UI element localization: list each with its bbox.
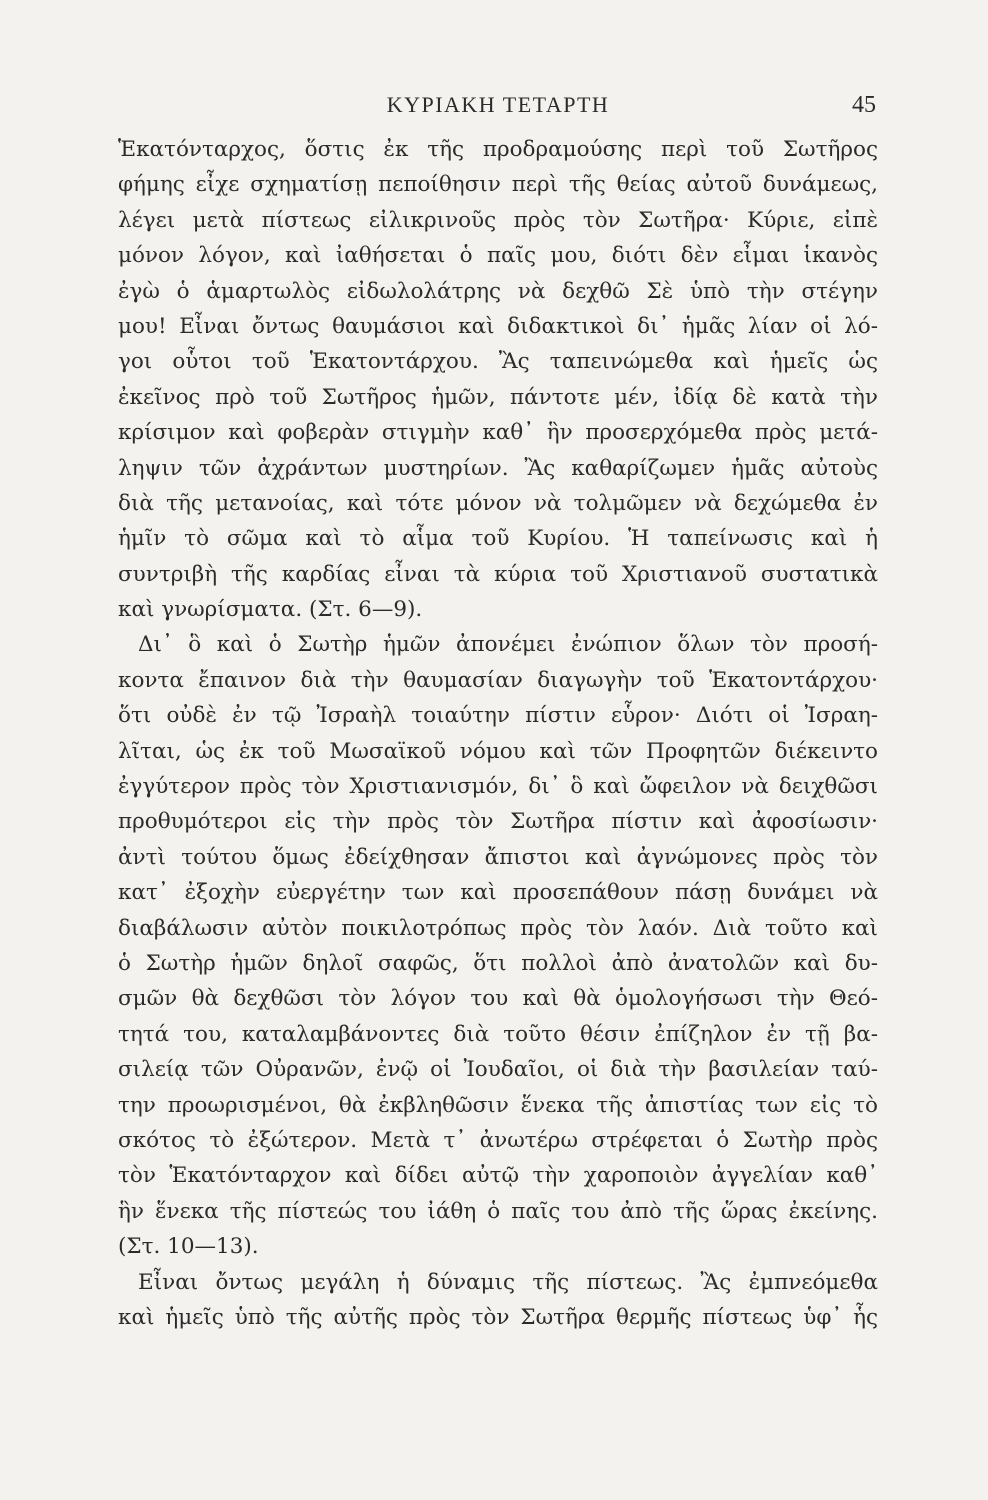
paragraph-first-line: Εἶναι ὄντως μεγάλη ἡ δύναμις τῆς πίστεως. Ἂς ἐμπνεόμεθα — [138, 1269, 878, 1295]
text-line: λέγει μετὰ πίστεως εἰλικρινοῦς πρὸς τὸν Σωτῆρα· Κύριε, εἰπὲ — [118, 207, 878, 233]
text-line: ὁ Σωτὴρ ἡμῶν δηλοῖ σαφῶς, ὅτι πολλοὶ ἀπὸ ἀνατολῶν καὶ δυ- — [118, 950, 878, 976]
text-line: ἀντὶ τούτου ὅμως ἐδείχθησαν ἄπιστοι καὶ ἀγνώμονες πρὸς τὸν — [118, 844, 878, 870]
text-line: καὶ ἡμεῖς ὑπὸ τῆς αὐτῆς πρὸς τὸν Σωτῆρα θερμῆς πίστεως ὑφ᾿ ἧς — [118, 1304, 878, 1330]
text-line: διαβάλωσιν αὐτὸν ποικιλοτρόπως πρὸς τὸν λαόν. Διὰ τοῦτο καὶ — [118, 915, 878, 941]
text-line: μου! Εἶναι ὄντως θαυμάσιοι καὶ διδακτικοὶ δι᾿ ἡμᾶς λίαν οἱ λό- — [118, 313, 878, 339]
text-line: σιλείᾳ τῶν Οὐρανῶν, ἐνῷ οἱ Ἰουδαῖοι, οἱ διὰ τὴν βασιλείαν ταύ- — [118, 1057, 878, 1083]
text-line: Ἑκατόνταρχος, ὅστις ἐκ τῆς προδραμούσης περὶ τοῦ Σωτῆρος — [118, 137, 878, 162]
running-title: ΚΥΡΙΑΚΗ ΤΕΤΑΡΤΗ — [386, 92, 610, 117]
text-line: ἐγγύτερον πρὸς τὸν Χριστιανισμόν, δι᾿ ὃ καὶ ὤφειλον νὰ δειχθῶσι — [118, 774, 878, 800]
text-line: ἐγὼ ὁ ἁμαρτωλὸς εἰδωλολάτρης νὰ δεχθῶ Σὲ ὑπὸ τὴν στέγην — [118, 278, 878, 304]
text-line: κρίσιμον καὶ φοβερὰν στιγμὴν καθ᾿ ἣν προσερχόμεθα πρὸς μετά- — [118, 420, 878, 446]
text-line: τητά του, καταλαμβάνοντες διὰ τοῦτο θέσιν ἐπίζηλον ἐν τῇ βα- — [118, 1021, 878, 1047]
page-number: 45 — [852, 92, 876, 118]
text-line: κοντα ἔπαινον διὰ τὴν θαυμασίαν διαγωγὴν τοῦ Ἑκατοντάρχου· — [118, 667, 878, 693]
text-line: γοι οὗτοι τοῦ Ἑκατοντάρχου. Ἂς ταπεινώμεθα καὶ ἡμεῖς ὡς — [118, 349, 878, 375]
text-line: διὰ τῆς μετανοίας, καὶ τότε μόνον νὰ τολμῶμεν νὰ δεχώμεθα ἐν — [118, 490, 878, 516]
text-line: ἐκεῖνος πρὸ τοῦ Σωτῆρος ἡμῶν, πάντοτε μέν, ἰδίᾳ δὲ κατὰ τὴν — [118, 384, 878, 410]
paragraph-first-line: Δι᾿ ὃ καὶ ὁ Σωτὴρ ἡμῶν ἀπονέμει ἐνώπιον ὅλων τὸν προσή- — [138, 632, 878, 658]
text-line: ὅτι οὐδὲ ἐν τῷ Ἰσραὴλ τοιαύτην πίστιν εὗρον· Διότι οἱ Ἰσραη- — [118, 703, 878, 729]
text-line: καὶ γνωρίσματα. (Στ. 6—9). — [118, 597, 423, 623]
text-line: μόνον λόγον, καὶ ἰαθήσεται ὁ παῖς μου, διότι δὲν εἶμαι ἱκανὸς — [118, 243, 878, 269]
text-line: κατ᾿ ἐξοχὴν εὐεργέτην των καὶ προσεπάθουν πάσῃ δυνάμει νὰ — [118, 880, 878, 906]
text-line: την προωρισμένοι, θὰ ἐκβληθῶσιν ἕνεκα τῆς ἀπιστίας των εἰς τὸ — [118, 1092, 878, 1118]
text-line: ληψιν τῶν ἀχράντων μυστηρίων. Ἂς καθαρίζωμεν ἡμᾶς αὐτοὺς — [118, 455, 878, 481]
text-line: προθυμότεροι εἰς τὴν πρὸς τὸν Σωτῆρα πίστιν καὶ ἀφοσίωσιν· — [118, 809, 878, 835]
text-line: ἣν ἕνεκα τῆς πίστεώς του ἰάθη ὁ παῖς του ἀπὸ τῆς ὥρας ἐκείνης. — [118, 1198, 878, 1224]
text-line: σμῶν θὰ δεχθῶσι τὸν λόγον του καὶ θὰ ὁμολογήσωσι τὴν Θεό- — [118, 986, 878, 1012]
text-line: (Στ. 10—13). — [118, 1234, 259, 1260]
text-line: λῖται, ὡς ἐκ τοῦ Μωσαϊκοῦ νόμου καὶ τῶν Προφητῶν διέκειντο — [118, 738, 878, 764]
text-line: τὸν Ἑκατόνταρχον καὶ δίδει αὐτῷ τὴν χαροποιὸν ἀγγελίαν καθ᾿ — [118, 1163, 878, 1189]
text-line: σκότος τὸ ἐξώτερον. Μετὰ τ᾿ ἀνωτέρω στρέφεται ὁ Σωτὴρ πρὸς — [118, 1127, 878, 1153]
body-text — [118, 132, 878, 1335]
text-line: συντριβὴ τῆς καρδίας εἶναι τὰ κύρια τοῦ Χριστιανοῦ συστατικὰ — [118, 561, 878, 587]
text-line: φήμης εἶχε σχηματίσῃ πεποίθησιν περὶ τῆς θείας αὐτοῦ δυνάμεως, — [118, 172, 878, 198]
text-line: ἡμῖν τὸ σῶμα καὶ τὸ αἷμα τοῦ Κυρίου. Ἡ ταπείνωσις καὶ ἡ — [118, 526, 878, 552]
page-header — [120, 92, 876, 126]
